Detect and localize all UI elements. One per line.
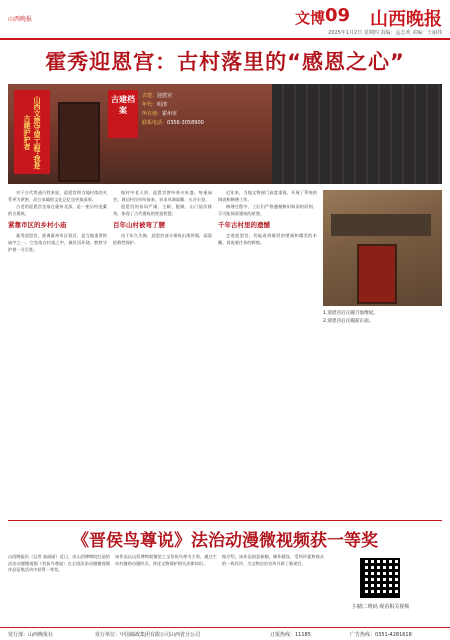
issue-date: 2025年1月2日 星期四 责编：孟志欢 美编：王丽玮 bbox=[328, 30, 442, 36]
hero-image bbox=[8, 84, 442, 184]
archive-info bbox=[142, 92, 272, 128]
page-footer bbox=[0, 627, 450, 640]
archive-tag: 古建档案 bbox=[108, 90, 138, 138]
info-row: 年代：明清 bbox=[142, 102, 168, 108]
temple-roof-image bbox=[331, 214, 431, 236]
second-headline: 《晋侯鸟尊说》法治动漫微视频获一等奖 bbox=[72, 531, 378, 551]
info-row: 古建：迎恩宫 bbox=[142, 93, 173, 99]
paper-name: 山西晚报 bbox=[370, 9, 442, 30]
section-name: 文博 bbox=[294, 9, 325, 27]
section-divider bbox=[8, 520, 442, 521]
page-headline: 霍秀迎恩宫：古村落里的“感恩之心” bbox=[45, 50, 405, 74]
news-column-2: 该作品以山西博物院镇馆之宝晋侯鸟尊为主角，通过生动有趣的动漫形式，讲述文物保护相关法律知识。 bbox=[115, 554, 217, 566]
temple-gate-image bbox=[357, 244, 397, 304]
masthead bbox=[0, 0, 450, 40]
news-column-1: 山西晚报讯（记者 高丽丽）近日，由山西博物院打造的法治动漫微视频《晋侯鸟尊说》在全国法治动漫微视频作品征集活动中获得一等奖。 bbox=[8, 554, 110, 573]
qr-caption: 扫描二维码 观看相关视频 bbox=[352, 604, 410, 610]
subhead: 紧靠市区的乡村小庙 bbox=[8, 221, 67, 230]
page-number: 09 bbox=[324, 5, 350, 26]
footer-mid: 发行单位：中国邮政集团有限公司山西省分公司 bbox=[95, 632, 201, 638]
subhead: 千年古村里的遗憾 bbox=[218, 221, 270, 230]
qr-code[interactable] bbox=[360, 558, 400, 598]
hero-banner: 山西文旅守望工程·我是古建护护者 bbox=[14, 90, 50, 174]
temple-photo bbox=[323, 190, 442, 306]
subhead: 百年山村被弯了腰 bbox=[113, 221, 165, 230]
photo-caption: 1.迎恩宫后正殿刀仙像屋。 2.迎恩宫后正殿前正面。 bbox=[323, 311, 378, 324]
masthead-left-note: 山西晚报 bbox=[8, 16, 33, 23]
temple-wall-image bbox=[272, 84, 442, 184]
footer-ad: 广告热线：0351-4281618 bbox=[350, 632, 412, 638]
news-column-3: 据介绍，该作品创意新颖，制作精良，受到评委和观众的一致好评，为文物法治宣传开辟了新途径。 bbox=[222, 554, 324, 566]
article-column-2: 据村中老人讲，迎恩宫曾经香火旺盛，每逢庙会，周边村民纷纷前来，祈求风调雨顺、五谷丰登。 迎恩宫的布局严谨，主殿、配殿、山门依次排列，体现了古代建筑的营造智慧。 百年山村被弯了腰 由于年久失修，迎恩宫部分建筑出现坍塌，亟需抢救性保护。 bbox=[113, 190, 212, 245]
footer-right: 订报热线：11185 bbox=[270, 632, 311, 638]
info-row: 联系电话：0356-3058900 bbox=[142, 120, 204, 126]
footer-left: 发行部：山西晚报社 bbox=[8, 632, 54, 638]
info-row: 所在地：霍州市 bbox=[142, 111, 178, 117]
article-column-3: 近年来，当地文物部门高度重视，开展了系统的调查和修缮工作。 修缮过程中，工匠们严格遵循修旧如旧的原则，尽可能保留建筑的原貌。 千年古村里的遗憾 走进迎恩宫，仍能看到斑驳的壁画和精美的木雕，诉说着往昔的辉煌。 bbox=[218, 190, 317, 245]
temple-door-image bbox=[58, 102, 100, 182]
article-column-1: 对于古代普通百姓来说，迎恩宫和当地村落的关系更为紧密，而它承载的文化记忆也更加深厚。 古老的迎恩宫坐落在霍州北部，是一座历经沧桑的古建筑。 紧靠市区的乡村小庙 霍秀迎恩宫，距离霍州市区很近，是当地重要的庙宇之一。它坐落在村落之中，被民居环绕，默默守护着一方百姓。 bbox=[8, 190, 107, 252]
